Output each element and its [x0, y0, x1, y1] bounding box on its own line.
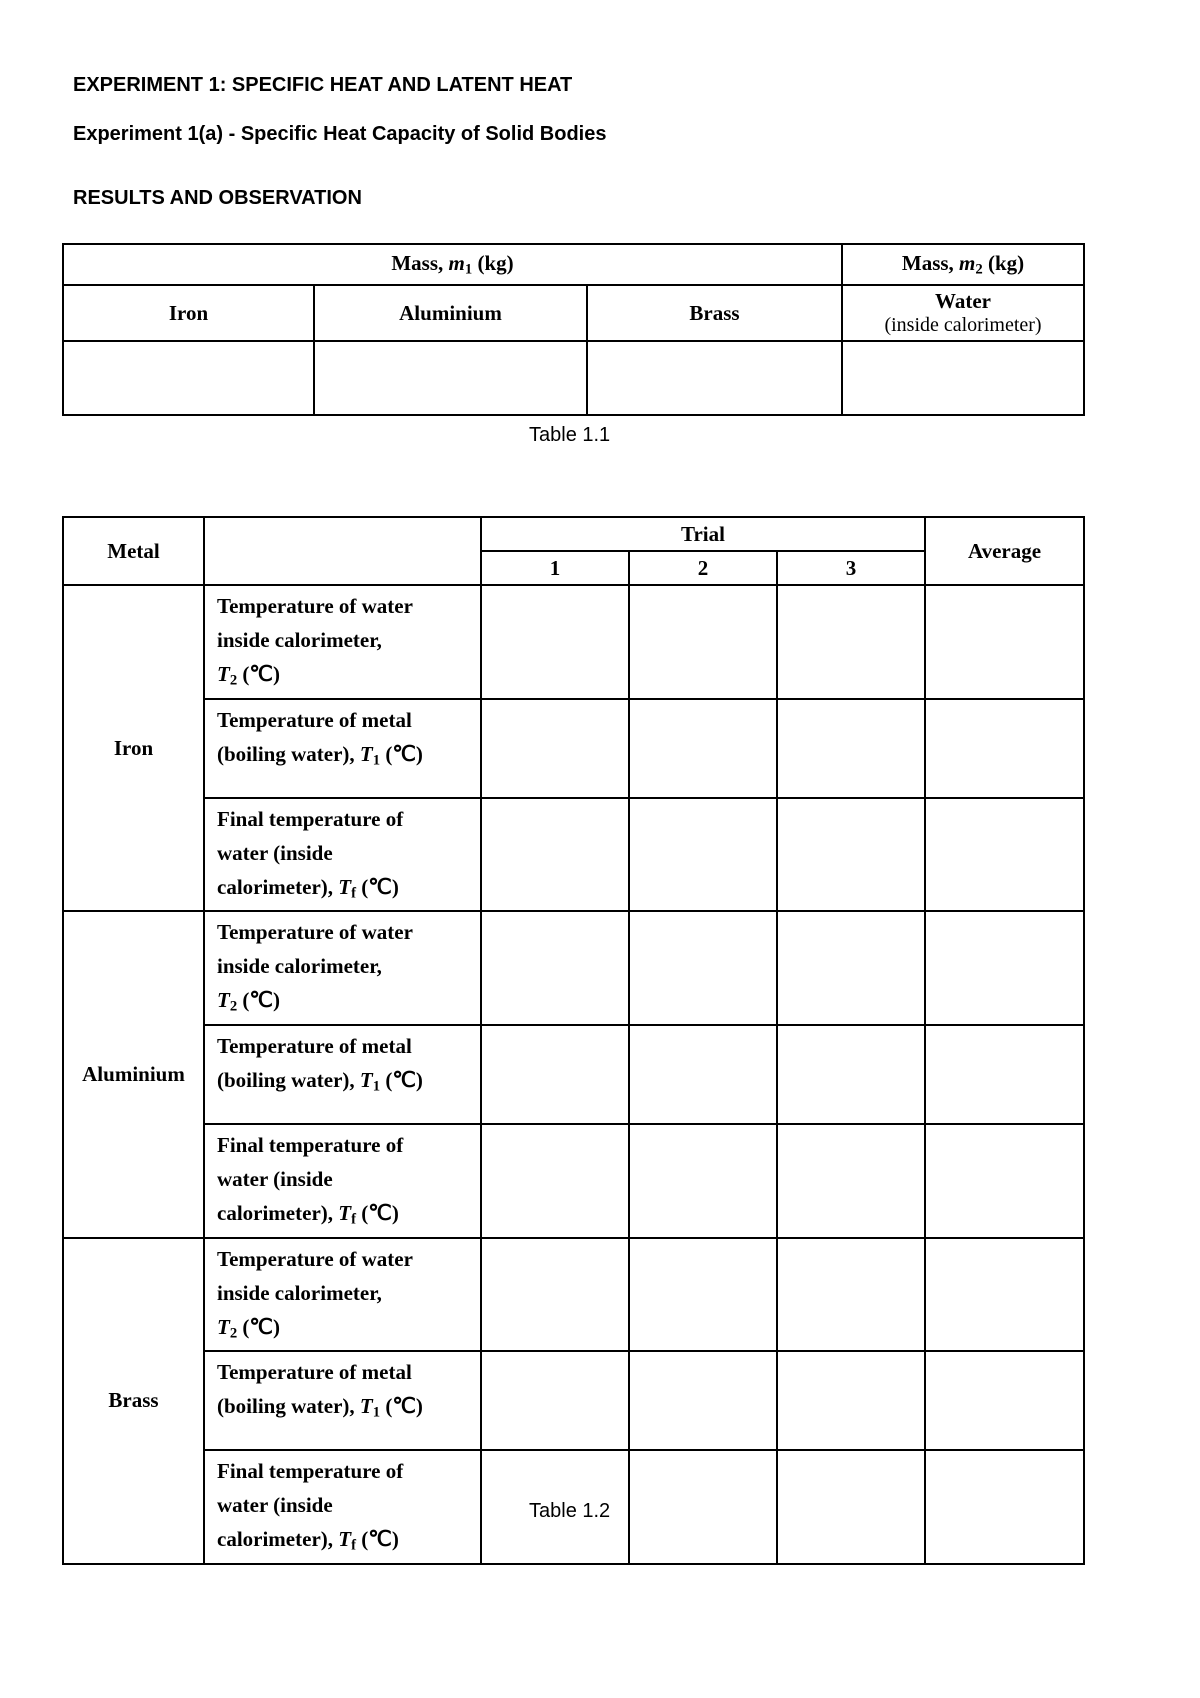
table-row: [63, 1025, 1084, 1124]
table-row: [63, 1124, 1084, 1238]
temperature-table: [62, 516, 1085, 1565]
average-cell[interactable]: [925, 1351, 1084, 1450]
data-cell[interactable]: [777, 911, 925, 1025]
measurement-label-water-temp: Temperature of water inside calorimeter, $T_2$ (℃): [204, 911, 481, 1025]
measurement-label-metal-temp: Temperature of metal (boiling water), $T_1$ (℃): [204, 699, 481, 798]
data-cell[interactable]: [777, 1238, 925, 1352]
average-cell[interactable]: [925, 1124, 1084, 1238]
data-cell[interactable]: [629, 699, 777, 798]
data-cell[interactable]: [777, 699, 925, 798]
table-row: [63, 1351, 1084, 1450]
mass-cell-brass[interactable]: [587, 341, 842, 415]
data-cell[interactable]: [481, 1025, 629, 1124]
table-row: [63, 1238, 1084, 1352]
metal-label-brass: Brass: [63, 1238, 204, 1564]
water-label: Water: [935, 289, 991, 313]
data-cell[interactable]: [481, 585, 629, 699]
mass-cell-iron[interactable]: [63, 341, 314, 415]
metal-label-aluminium: Aluminium: [63, 911, 204, 1237]
average-cell[interactable]: [925, 699, 1084, 798]
table-row: [63, 911, 1084, 1025]
average-cell[interactable]: [925, 911, 1084, 1025]
average-cell[interactable]: [925, 1238, 1084, 1352]
data-cell[interactable]: [481, 1351, 629, 1450]
data-cell[interactable]: [629, 1450, 777, 1564]
water-mass-header: Mass, $m_2$ (kg): [842, 244, 1084, 285]
data-cell[interactable]: [629, 1238, 777, 1352]
data-cell[interactable]: [777, 1025, 925, 1124]
trial-header: Trial: [481, 517, 925, 551]
metal-label-iron: Iron: [63, 585, 204, 911]
data-cell[interactable]: [629, 911, 777, 1025]
trial-2-header: 2: [629, 551, 777, 585]
measurement-label-final-temp: Final temperature of water (inside calorimeter), $T_f$ (℃): [204, 1450, 481, 1564]
section-heading: RESULTS AND OBSERVATION: [73, 187, 362, 209]
data-cell[interactable]: [629, 1351, 777, 1450]
mass-table: [62, 243, 1085, 416]
data-cell[interactable]: [629, 585, 777, 699]
data-cell[interactable]: [481, 1238, 629, 1352]
column-header-brass: Brass: [587, 285, 842, 341]
column-header-aluminium: Aluminium: [314, 285, 587, 341]
trial-3-header: 3: [777, 551, 925, 585]
average-header: Average: [925, 517, 1084, 585]
metal-mass-header: Mass, $m_1$ (kg): [63, 244, 842, 285]
average-cell[interactable]: [925, 585, 1084, 699]
data-cell[interactable]: [629, 1124, 777, 1238]
column-header-iron: Iron: [63, 285, 314, 341]
table-row: [63, 585, 1084, 699]
data-cell[interactable]: [629, 798, 777, 912]
measurement-label-metal-temp: Temperature of metal (boiling water), $T_1$ (℃): [204, 1351, 481, 1450]
average-cell[interactable]: [925, 1450, 1084, 1564]
data-cell[interactable]: [777, 1124, 925, 1238]
data-cell[interactable]: [777, 1351, 925, 1450]
measurement-label-water-temp: Temperature of water inside calorimeter, $T_2$ (℃): [204, 585, 481, 699]
measurement-header: [204, 517, 481, 585]
data-cell[interactable]: [481, 798, 629, 912]
water-note: (inside calorimeter): [884, 314, 1042, 336]
data-cell[interactable]: [777, 585, 925, 699]
metal-header: Metal: [63, 517, 204, 585]
table-2-caption: Table 1.2: [529, 1500, 611, 1522]
data-cell[interactable]: [777, 1450, 925, 1564]
table-row: [63, 699, 1084, 798]
mass-cell-aluminium[interactable]: [314, 341, 587, 415]
experiment-subtitle: Experiment 1(a) - Specific Heat Capacity of Solid Bodies: [73, 123, 607, 145]
mass-cell-water[interactable]: [842, 341, 1084, 415]
experiment-title: EXPERIMENT 1: SPECIFIC HEAT AND LATENT HEAT: [73, 74, 573, 96]
measurement-label-metal-temp: Temperature of metal (boiling water), $T_1$ (℃): [204, 1025, 481, 1124]
table-1-caption: Table 1.1: [529, 424, 611, 446]
data-cell[interactable]: [481, 699, 629, 798]
data-cell[interactable]: [481, 911, 629, 1025]
measurement-label-water-temp: Temperature of water inside calorimeter, $T_2$ (℃): [204, 1238, 481, 1352]
average-cell[interactable]: [925, 798, 1084, 912]
measurement-label-final-temp: Final temperature of water (inside calorimeter), $T_f$ (℃): [204, 1124, 481, 1238]
data-cell[interactable]: [629, 1025, 777, 1124]
column-header-water: [842, 285, 1084, 341]
average-cell[interactable]: [925, 1025, 1084, 1124]
data-cell[interactable]: [481, 1124, 629, 1238]
data-cell[interactable]: [777, 798, 925, 912]
measurement-label-final-temp: Final temperature of water (inside calorimeter), $T_f$ (℃): [204, 798, 481, 912]
trial-1-header: 1: [481, 551, 629, 585]
table-row: [63, 798, 1084, 912]
